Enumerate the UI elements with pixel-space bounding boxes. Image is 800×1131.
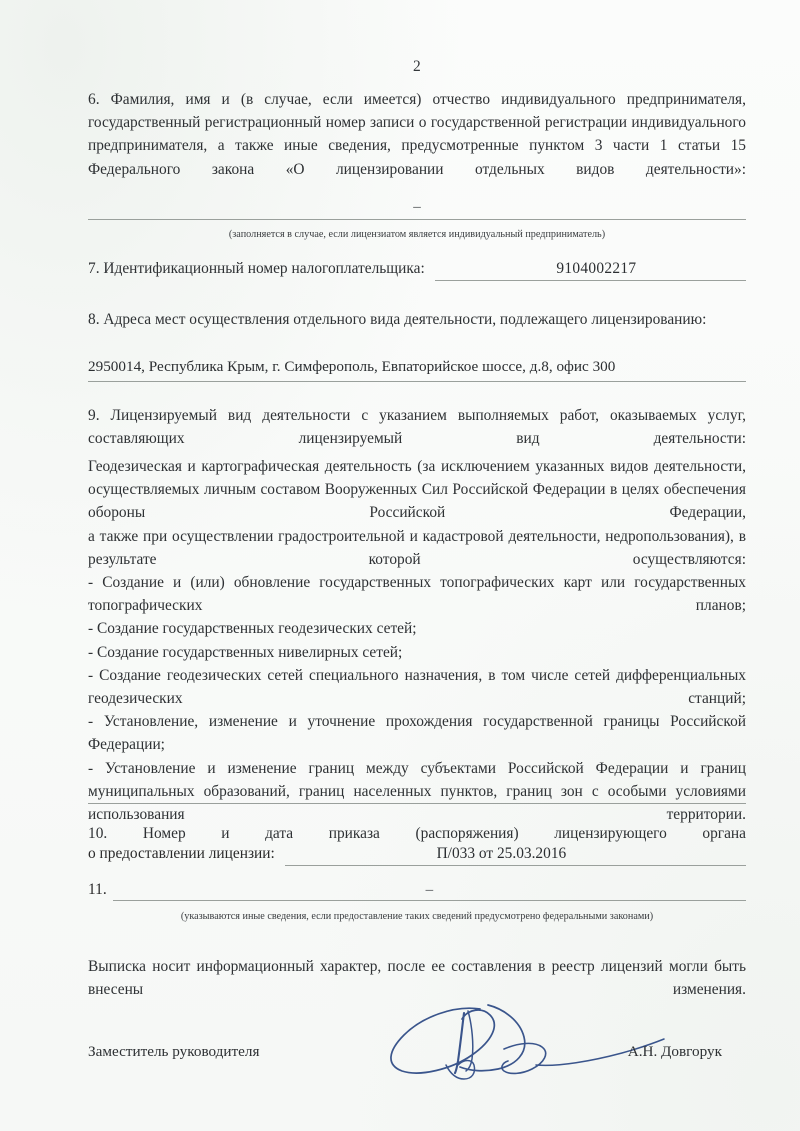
- item-6-text: 6. Фамилия, имя и (в случае, если имеется) отчество индивидуального предпринимателя, государственный регистрационный номер записи о государственной регистрации индивидуального предпринимателя, а также иные сведения, предусмотренные пунктом 3 части 1 статьи 15 Федерального закона «О лицензировании отдельных видов деятельности»:: [88, 91, 746, 178]
- item-10-field: [285, 845, 746, 866]
- page-number: 2: [413, 58, 421, 75]
- item-9-block: [88, 404, 746, 450]
- activity-paragraph: Геодезическая и картографическая деятельность (за исключением указанных видов деятельности, осуществляемых личным составом Вооруженных Сил Российской Федерации в целях обеспечения обороны Российской Федерации,: [88, 458, 746, 522]
- item-8-value: 2950014, Республика Крым, г. Симферополь, Евпаторийское шоссе, д.8, офис 300: [88, 356, 746, 382]
- informational-note-text: Выписка носит информационный характер, после ее составления в реестр лицензий могли быть внесены изменения.: [88, 958, 746, 999]
- activity-list-item: - Установление и изменение границ между субъектами Российской Федерации и границ муниципальных образований, границ населенных пунктов, границ зон с особыми условиями использования территории.: [88, 759, 746, 824]
- activity-list-item: - Создание государственных нивелирных сетей;: [88, 643, 403, 661]
- item-10-value: П/033 от 25.03.2016: [436, 845, 567, 863]
- item-9-text: 9. Лицензируемый вид деятельности с указанием выполняемых работ, оказываемых услуг, составляющих лицензируемый вид деятельности:: [88, 407, 746, 448]
- item-10-text: 10. Номер и дата приказа (распоряжения) лицензирующего органа: [88, 825, 746, 842]
- informational-note: [88, 955, 746, 1001]
- item-11-value: –: [425, 882, 434, 898]
- activity-paragraph: а также при осуществлении градостроительной и кадастровой деятельности, недропользования), в результате которой осуществляются:: [88, 527, 746, 568]
- item-7-value: 9104002217: [556, 260, 637, 277]
- item-7-label: 7. Идентификационный номер налогоплательщика:: [88, 260, 425, 277]
- activity-list-item: - Создание геодезических сетей специального назначения, в том числе сетей дифференциальных геодезических станций;: [88, 666, 746, 708]
- activity-list-item: - Создание и (или) обновление государственных топографических карт или государственных топографических планов;: [88, 574, 746, 615]
- item-7-field: [435, 260, 746, 281]
- item-6-caption: (заполняется в случае, если лицензиатом является индивидуальный предприниматель): [228, 229, 606, 240]
- item-6-value: –: [413, 199, 421, 215]
- item-9-body: [88, 455, 746, 826]
- item-8-text: 8. Адреса мест осуществления отдельного вида деятельности, подлежащего лицензированию:: [88, 311, 707, 328]
- signer-role: Заместитель руководителя: [88, 1043, 260, 1060]
- signer-name: А.Н. Довгорук: [627, 1043, 722, 1060]
- item-10-label: о предоставлении лицензии:: [88, 845, 275, 863]
- activity-list-item: - Установление, изменение и уточнение прохождения государственной границы Российской Федерации;: [88, 713, 746, 754]
- item-8-block: [88, 308, 746, 331]
- activity-list-item: - Создание государственных геодезических сетей;: [88, 620, 417, 638]
- item-9-rule: [88, 803, 746, 804]
- item-7-block: [88, 260, 746, 281]
- item-10-field-row: [88, 845, 746, 866]
- item-11-block: [88, 881, 746, 901]
- item-11-field: [113, 882, 746, 901]
- item-6-block: [88, 88, 746, 181]
- item-11-caption: (указываются иные сведения, если предоставление таких сведений предусмотрено федеральными законами): [180, 911, 654, 922]
- item-11-label: 11.: [88, 881, 107, 898]
- item-6-rule: [88, 219, 746, 220]
- item-10-block: [88, 822, 746, 866]
